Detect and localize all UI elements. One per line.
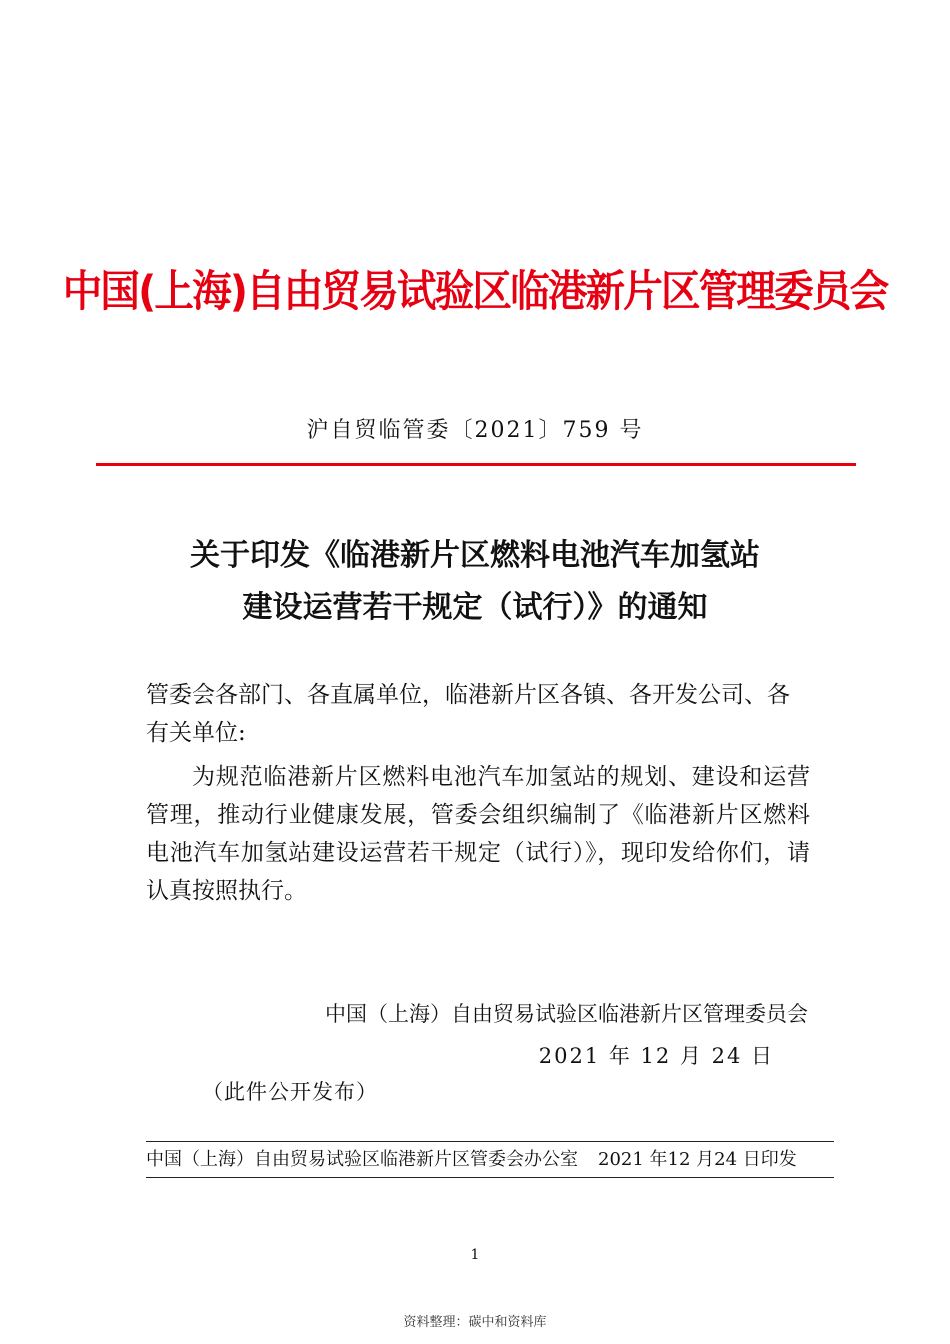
release-note: （此件公开发布） bbox=[202, 1080, 378, 1104]
source-watermark: 资料整理：碳中和资料库 bbox=[403, 1315, 547, 1330]
footer-print-date: 2021 年12 月24 日印发 bbox=[598, 1149, 797, 1170]
body-paragraph: 为规范临港新片区燃料电池汽车加氢站的规划、建设和运营管理，推动行业健康发展，管委会组织编制了《临港新片区燃料电池汽车加氢站建设运营若干规定（试行）》，现印发给你们，请认真按照执行。 bbox=[146, 764, 810, 904]
issue-date: 2021 年 12 月 24 日 bbox=[538, 1044, 774, 1068]
issuer-signature: 中国（上海）自由贸易试验区临港新片区管理委员会 bbox=[325, 1002, 808, 1026]
document-number: 沪自贸临管委〔2021〕759 号 bbox=[306, 418, 644, 443]
notice-title bbox=[0, 530, 950, 634]
notice-title-line-2: 建设运营若干规定（试行）》的通知 bbox=[242, 590, 708, 625]
notice-title-line-1: 关于印发《临港新片区燃料电池汽车加氢站 bbox=[190, 538, 760, 573]
footer-rule-top bbox=[146, 1141, 834, 1142]
footer-issuing-office: 中国（上海）自由贸易试验区临港新片区管委会办公室 bbox=[146, 1149, 578, 1170]
header-title: 中国(上海)自由贸易试验区临港新片区管理委员会 bbox=[62, 267, 888, 317]
addressee: 管委会各部门、各直属单位，临港新片区各镇、各开发公司、各有关单位: bbox=[146, 682, 790, 746]
red-divider bbox=[96, 463, 856, 466]
footer-rule-bottom bbox=[146, 1177, 834, 1178]
page-number: 1 bbox=[470, 1247, 480, 1263]
